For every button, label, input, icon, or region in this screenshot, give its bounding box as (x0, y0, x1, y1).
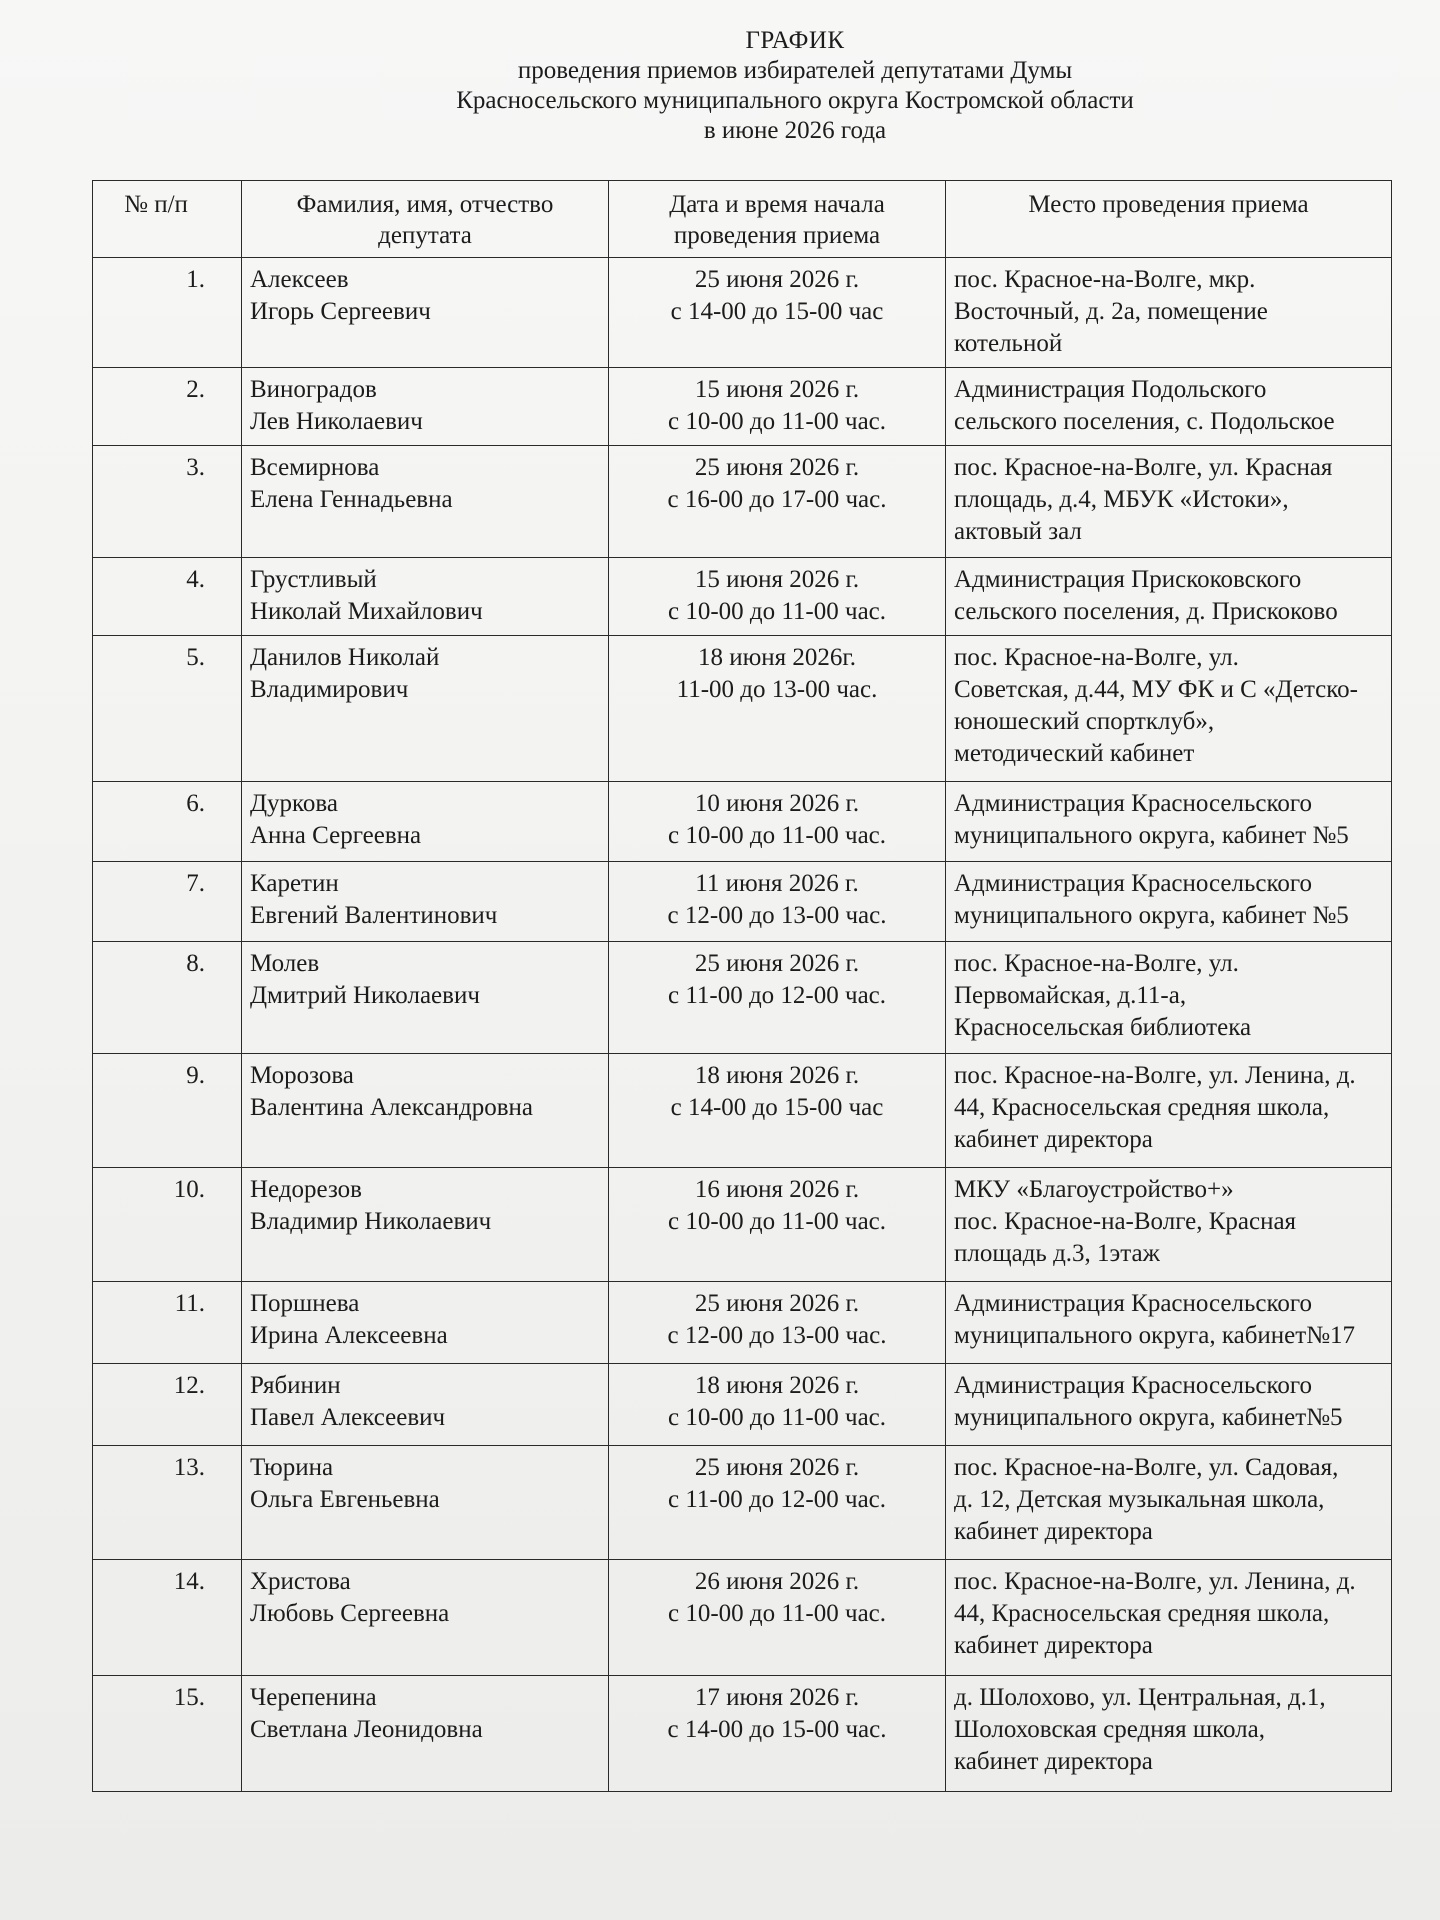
table-row (93, 368, 1392, 446)
reception-date: 11 июня 2026 г. (695, 870, 859, 897)
deputy-name-line: Дмитрий Николаевич (250, 982, 480, 1009)
deputy-name-cell (242, 368, 609, 446)
reception-date: 25 июня 2026 г. (694, 266, 860, 293)
reception-datetime-cell (609, 942, 946, 1054)
table-row (93, 1560, 1392, 1676)
reception-datetime-cell (609, 636, 946, 782)
deputy-name-line: Каретин (250, 870, 339, 897)
reception-time: с 10-00 до 11-00 час. (667, 822, 887, 849)
reception-place-cell (946, 258, 1392, 368)
reception-place-line: Первомайская, д.11-а, (954, 982, 1187, 1009)
column-header-date (609, 181, 946, 258)
deputy-name-line: Владимирович (250, 676, 409, 703)
reception-place-cell (946, 1282, 1392, 1364)
row-number: 14. (93, 1560, 242, 1676)
reception-datetime-cell (609, 1282, 946, 1364)
reception-place-cell (946, 1054, 1392, 1168)
deputy-name-cell (242, 258, 609, 368)
reception-place-line: Советская, д.44, МУ ФК и С «Детско- (954, 676, 1358, 703)
reception-place-cell (946, 1168, 1392, 1282)
reception-place-line: МКУ «Благоустройство+» (954, 1176, 1234, 1203)
table-row (93, 862, 1392, 942)
deputy-name-line: Христова (250, 1568, 351, 1595)
row-number: 15. (93, 1676, 242, 1792)
row-number: 10. (93, 1168, 242, 1282)
deputy-name-line: Игорь Сергеевич (250, 298, 431, 325)
reception-place-line: пос. Красное-на-Волге, ул. Ленина, д. (954, 1062, 1356, 1089)
deputy-name-line: Ирина Алексеевна (250, 1322, 448, 1349)
reception-time: с 12-00 до 13-00 час. (667, 902, 887, 929)
deputy-name-line: Павел Алексеевич (250, 1404, 446, 1431)
reception-place-line: Администрация Красносельского (954, 790, 1313, 817)
reception-place-cell (946, 446, 1392, 558)
reception-time: с 14-00 до 15-00 час. (667, 1716, 887, 1743)
row-number: 3. (93, 446, 242, 558)
deputy-name-line: Виноградов (250, 376, 377, 403)
table-row (93, 942, 1392, 1054)
deputy-name-line: Данилов Николай (250, 644, 440, 671)
table-row (93, 1054, 1392, 1168)
reception-datetime-cell (609, 258, 946, 368)
deputy-name-cell (242, 558, 609, 636)
document-subtitle-line: проведения приемов избирателей депутатами Думы (517, 57, 1073, 84)
deputy-name-line: Морозова (250, 1062, 354, 1089)
row-number: 12. (93, 1364, 242, 1446)
row-number: 9. (93, 1054, 242, 1168)
reception-datetime-cell (609, 1168, 946, 1282)
reception-place-line: муниципального округа, кабинет№17 (954, 1322, 1356, 1349)
deputy-name-line: Владимир Николаевич (250, 1208, 492, 1235)
reception-place-cell (946, 558, 1392, 636)
deputy-name-line: Елена Геннадьевна (250, 486, 453, 513)
deputy-name-line: Евгений Валентинович (250, 902, 498, 929)
deputy-name-cell (242, 1364, 609, 1446)
reception-time: с 11-00 до 12-00 час. (667, 982, 887, 1009)
row-number: 2. (93, 368, 242, 446)
table-row (93, 1364, 1392, 1446)
deputy-name-line: Всемирнова (250, 454, 380, 481)
reception-datetime-cell (609, 1446, 946, 1560)
deputy-name-cell (242, 1560, 609, 1676)
reception-place-line: д. 12, Детская музыкальная школа, (954, 1486, 1325, 1513)
document-subtitle-line: Красносельского муниципального округа Костромской области (456, 87, 1134, 114)
reception-date: 25 июня 2026 г. (694, 950, 860, 977)
reception-place-cell (946, 942, 1392, 1054)
deputy-name-line: Рябинин (250, 1372, 341, 1399)
deputy-name-line: Алексеев (250, 266, 349, 293)
reception-time: с 11-00 до 12-00 час. (667, 1486, 887, 1513)
reception-time: с 10-00 до 11-00 час. (667, 598, 887, 625)
deputy-name-line: Молев (250, 950, 320, 977)
deputy-name-line: Валентина Александровна (250, 1094, 533, 1121)
reception-date: 26 июня 2026 г. (694, 1568, 860, 1595)
deputy-name-cell (242, 862, 609, 942)
reception-place-cell (946, 1364, 1392, 1446)
reception-place-line: д. Шолохово, ул. Центральная, д.1, (954, 1684, 1326, 1711)
reception-place-line: сельского поселения, с. Подольское (954, 408, 1335, 435)
table-header-row (93, 181, 1392, 258)
reception-place-cell (946, 1560, 1392, 1676)
document-subtitle-line: в июне 2026 года (703, 117, 887, 144)
deputy-name-line: Николай Михайлович (250, 598, 483, 625)
reception-time: с 10-00 до 11-00 час. (667, 1208, 887, 1235)
reception-place-line: 44, Красносельская средняя школа, (954, 1094, 1330, 1121)
deputy-name-line: Лев Николаевич (250, 408, 423, 435)
deputy-name-cell (242, 1446, 609, 1560)
reception-datetime-cell (609, 1364, 946, 1446)
column-header-number: № п/п (93, 181, 242, 258)
reception-place-line: Администрация Красносельского (954, 870, 1313, 897)
reception-datetime-cell (609, 558, 946, 636)
reception-time: с 14-00 до 15-00 час (670, 1094, 884, 1121)
column-header-line: проведения приема (673, 222, 881, 249)
reception-time: с 12-00 до 13-00 час. (667, 1322, 887, 1349)
table-row (93, 782, 1392, 862)
reception-time: с 10-00 до 11-00 час. (667, 1404, 887, 1431)
deputy-name-cell (242, 1282, 609, 1364)
deputy-name-line: Недорезов (250, 1176, 362, 1203)
reception-place-line: сельского поселения, д. Прискоково (954, 598, 1338, 625)
table-body (93, 258, 1392, 1792)
reception-datetime-cell (609, 862, 946, 942)
reception-date: 18 июня 2026 г. (694, 1062, 860, 1089)
column-header-place: Место проведения приема (946, 181, 1392, 258)
column-header-line: Дата и время начала (669, 191, 885, 218)
document-title: ГРАФИК (745, 27, 845, 54)
reception-datetime-cell (609, 368, 946, 446)
deputy-name-line: Дуркова (250, 790, 339, 817)
reception-place-cell (946, 368, 1392, 446)
reception-place-line: котельной (954, 330, 1063, 357)
row-number: 7. (93, 862, 242, 942)
reception-place-line: площадь д.3, 1этаж (954, 1240, 1160, 1267)
reception-place-line: Шолоховская средняя школа, (954, 1716, 1265, 1743)
deputy-name-line: Любовь Сергеевна (250, 1600, 450, 1627)
reception-place-line: актовый зал (954, 518, 1082, 545)
deputy-name-line: Грустливый (250, 566, 377, 593)
reception-date: 15 июня 2026 г. (694, 376, 860, 403)
deputy-name-cell (242, 1168, 609, 1282)
reception-place-line: пос. Красное-на-Волге, ул. Красная (954, 454, 1333, 481)
column-header-line: депутата (378, 222, 472, 249)
reception-place-line: пос. Красное-на-Волге, ул. (954, 644, 1239, 671)
row-number: 5. (93, 636, 242, 782)
reception-time: с 16-00 до 17-00 час. (667, 486, 887, 513)
deputy-name-line: Анна Сергеевна (250, 822, 422, 849)
reception-place-line: Администрация Красносельского (954, 1290, 1313, 1317)
deputy-name-line: Светлана Леонидовна (250, 1716, 483, 1743)
deputy-name-cell (242, 782, 609, 862)
reception-date: 17 июня 2026 г. (694, 1684, 860, 1711)
reception-place-cell (946, 1676, 1392, 1792)
reception-place-line: Администрация Красносельского (954, 1372, 1313, 1399)
reception-place-cell (946, 636, 1392, 782)
row-number: 6. (93, 782, 242, 862)
column-header-line: Фамилия, имя, отчество (296, 191, 554, 218)
reception-place-cell (946, 862, 1392, 942)
reception-datetime-cell (609, 1054, 946, 1168)
column-header-name (242, 181, 609, 258)
table-row (93, 1282, 1392, 1364)
reception-place-line: площадь, д.4, МБУК «Истоки», (954, 486, 1289, 513)
reception-date: 18 июня 2026 г. (694, 1372, 860, 1399)
reception-date: 25 июня 2026 г. (694, 454, 860, 481)
row-number: 4. (93, 558, 242, 636)
table-row (93, 558, 1392, 636)
reception-place-line: муниципального округа, кабинет№5 (954, 1404, 1343, 1431)
reception-time: с 14-00 до 15-00 час (670, 298, 884, 325)
reception-place-line: пос. Красное-на-Волге, ул. Ленина, д. (954, 1568, 1356, 1595)
reception-place-line: пос. Красное-на-Волге, мкр. (954, 266, 1256, 293)
reception-place-line: кабинет директора (954, 1632, 1153, 1659)
row-number: 11. (93, 1282, 242, 1364)
table-row (93, 1446, 1392, 1560)
reception-place-line: юношеский спортклуб», (954, 708, 1215, 735)
reception-place-line: пос. Красное-на-Волге, ул. Садовая, (954, 1454, 1339, 1481)
reception-place-cell (946, 782, 1392, 862)
reception-place-line: муниципального округа, кабинет №5 (954, 822, 1349, 849)
reception-date: 10 июня 2026 г. (694, 790, 860, 817)
reception-place-cell (946, 1446, 1392, 1560)
deputy-name-line: Ольга Евгеньевна (250, 1486, 440, 1513)
reception-datetime-cell (609, 446, 946, 558)
reception-date: 15 июня 2026 г. (694, 566, 860, 593)
row-number: 13. (93, 1446, 242, 1560)
reception-time: с 10-00 до 11-00 час. (667, 408, 887, 435)
reception-place-line: кабинет директора (954, 1518, 1153, 1545)
deputy-name-cell (242, 942, 609, 1054)
document-header (0, 26, 1440, 146)
reception-time: 11-00 до 13-00 час. (676, 676, 878, 703)
reception-datetime-cell (609, 1560, 946, 1676)
deputy-name-cell (242, 636, 609, 782)
reception-place-line: муниципального округа, кабинет №5 (954, 902, 1349, 929)
row-number: 1. (93, 258, 242, 368)
reception-place-line: методический кабинет (954, 740, 1195, 767)
reception-date: 25 июня 2026 г. (694, 1454, 860, 1481)
table-row (93, 446, 1392, 558)
reception-place-line: 44, Красносельская средняя школа, (954, 1600, 1330, 1627)
reception-place-line: пос. Красное-на-Волге, Красная (954, 1208, 1297, 1235)
reception-time: с 10-00 до 11-00 час. (667, 1600, 887, 1627)
schedule-table (92, 180, 1392, 1792)
deputy-name-line: Черепенина (250, 1684, 377, 1711)
reception-place-line: Восточный, д. 2а, помещение (954, 298, 1268, 325)
table-row (93, 1676, 1392, 1792)
reception-place-line: кабинет директора (954, 1126, 1153, 1153)
reception-date: 18 июня 2026г. (697, 644, 857, 671)
reception-place-line: пос. Красное-на-Волге, ул. (954, 950, 1239, 977)
reception-place-line: Администрация Подольского (954, 376, 1267, 403)
row-number: 8. (93, 942, 242, 1054)
table-row (93, 1168, 1392, 1282)
table-row (93, 258, 1392, 368)
deputy-name-cell (242, 1676, 609, 1792)
reception-date: 16 июня 2026 г. (694, 1176, 860, 1203)
reception-datetime-cell (609, 1676, 946, 1792)
reception-place-line: Красносельская библиотека (954, 1014, 1252, 1041)
deputy-name-cell (242, 1054, 609, 1168)
table-row (93, 636, 1392, 782)
deputy-name-cell (242, 446, 609, 558)
deputy-name-line: Тюрина (250, 1454, 334, 1481)
reception-place-line: Администрация Прискоковского (954, 566, 1302, 593)
reception-date: 25 июня 2026 г. (694, 1290, 860, 1317)
deputy-name-line: Поршнева (250, 1290, 360, 1317)
reception-place-line: кабинет директора (954, 1748, 1153, 1775)
reception-datetime-cell (609, 782, 946, 862)
